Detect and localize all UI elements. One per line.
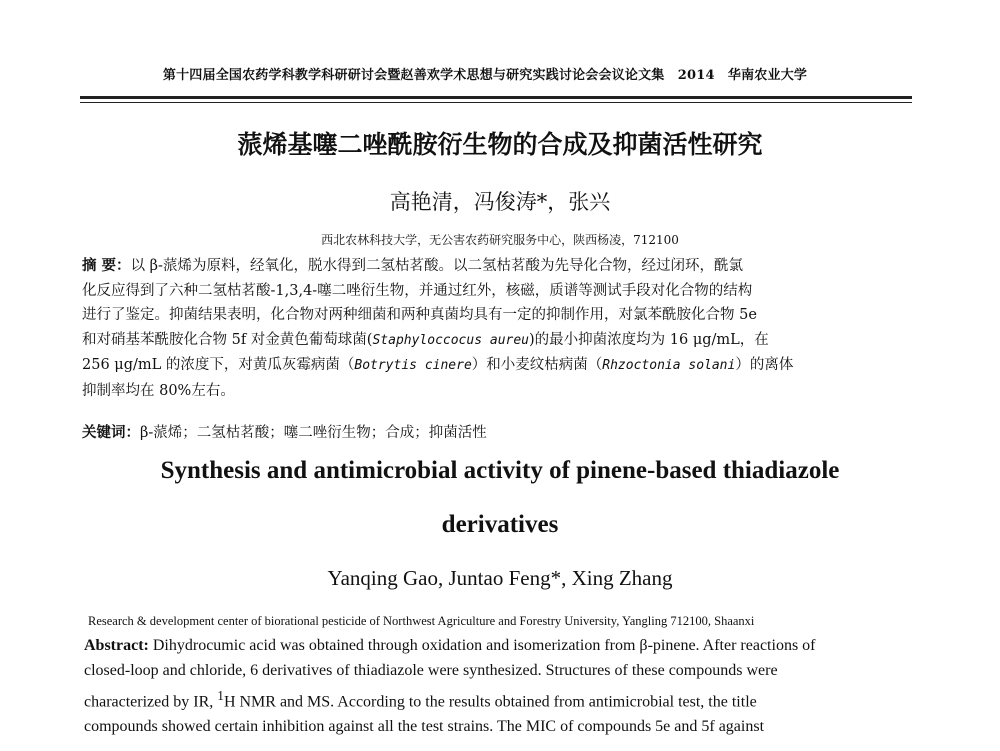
header-rule-thick	[80, 96, 912, 99]
abstract-en-line1: Dihydrocumic acid was obtained through oxidation and isomerization from β-pinene. After reactions of	[148, 637, 816, 654]
abstract-en-line3b: H NMR and MS. According to the results obtained from antimicrobial test, the title	[223, 693, 757, 711]
authors-en: Yanqing Gao, Juntao Feng*, Xing Zhang	[327, 566, 673, 590]
abstract-cn-line1: 以 β-蒎烯为原料，经氧化，脱水得到二氢枯茗酸。以二氢枯茗酸为先导化合物，经过闭环，酰氯	[130, 258, 743, 274]
abstract-cn	[82, 254, 910, 403]
nmr-superscript: 1	[217, 688, 224, 703]
keywords-cn	[82, 421, 487, 442]
abstract-cn-line4b: )的最小抑菌浓度均为 16 μg/mL，在	[529, 331, 769, 348]
running-header: 第十四届全国农药学科教学科研研讨会暨赵善欢学术思想与研究实践讨论会会议论文集 2014 华南农业大学	[162, 68, 808, 83]
abstract-en	[84, 633, 908, 739]
affiliation-cn: 西北农林科技大学，无公害农药研究服务中心，陕西杨凌，712100	[321, 233, 679, 247]
abstract-en-line4: compounds showed certain inhibition against all the test strains. The MIC of compounds 5e and 5f against	[84, 718, 765, 736]
abstract-cn-line6: 抑制率均在 80%左右。	[82, 382, 235, 399]
abstract-cn-line2: 化反应得到了六种二氢枯茗酸-1,3,4-噻二唑衍生物，并通过红外，核磁，质谱等测试手段对化合物的结构	[82, 282, 753, 299]
keywords-cn-text: β-蒎烯；二氢枯茗酸；噻二唑衍生物；合成；抑菌活性	[140, 425, 487, 441]
paper-title-en-line1: Synthesis and antimicrobial activity of pinene-based thiadiazole	[160, 457, 840, 484]
abstract-cn-line4a: 和对硝基苯酰胺化合物 5f 对金黄色葡萄球菌(	[82, 331, 373, 348]
abstract-en-label: Abstract:	[84, 637, 149, 654]
abstract-cn-label: 摘 要：	[82, 257, 131, 274]
abstract-en-line3a: characterized by IR,	[84, 693, 218, 711]
abstract-en-line2: closed-loop and chloride, 6 derivatives of thiadiazole were synthesized. Structures of these compounds were	[84, 662, 778, 679]
affiliation-en: Research & development center of biorational pesticide of Northwest Agriculture and Forestry University, Yangling 712100, Shaanxi	[88, 614, 755, 628]
abstract-cn-line5c: ）的离体	[735, 357, 794, 373]
abstract-cn-line3: 进行了鉴定。抑菌结果表明，化合物对两种细菌和两种真菌均具有一定的抑制作用，对氯苯酰胺化合物 5e	[82, 307, 757, 323]
paper-title-cn: 蒎烯基噻二唑酰胺衍生物的合成及抑菌活性研究	[237, 130, 763, 159]
header-rule-thin	[80, 102, 912, 103]
abstract-cn-line5b: ）和小麦纹枯病菌（	[471, 357, 603, 373]
keywords-cn-label: 关键词：	[82, 424, 140, 441]
abstract-cn-line5a: 256 μg/mL 的浓度下，对黄瓜灰霉病菌（	[82, 357, 355, 373]
authors-cn: 高艳清，冯俊涛*，张兴	[389, 190, 611, 214]
paper-title-en-line2: derivatives	[441, 511, 559, 538]
species-rhizoctonia: Rhzoctonia solani	[602, 358, 736, 373]
species-staphylococcus: Staphyloccocus aureu	[372, 332, 530, 348]
species-botrytis: Botrytis cinere	[354, 358, 472, 373]
